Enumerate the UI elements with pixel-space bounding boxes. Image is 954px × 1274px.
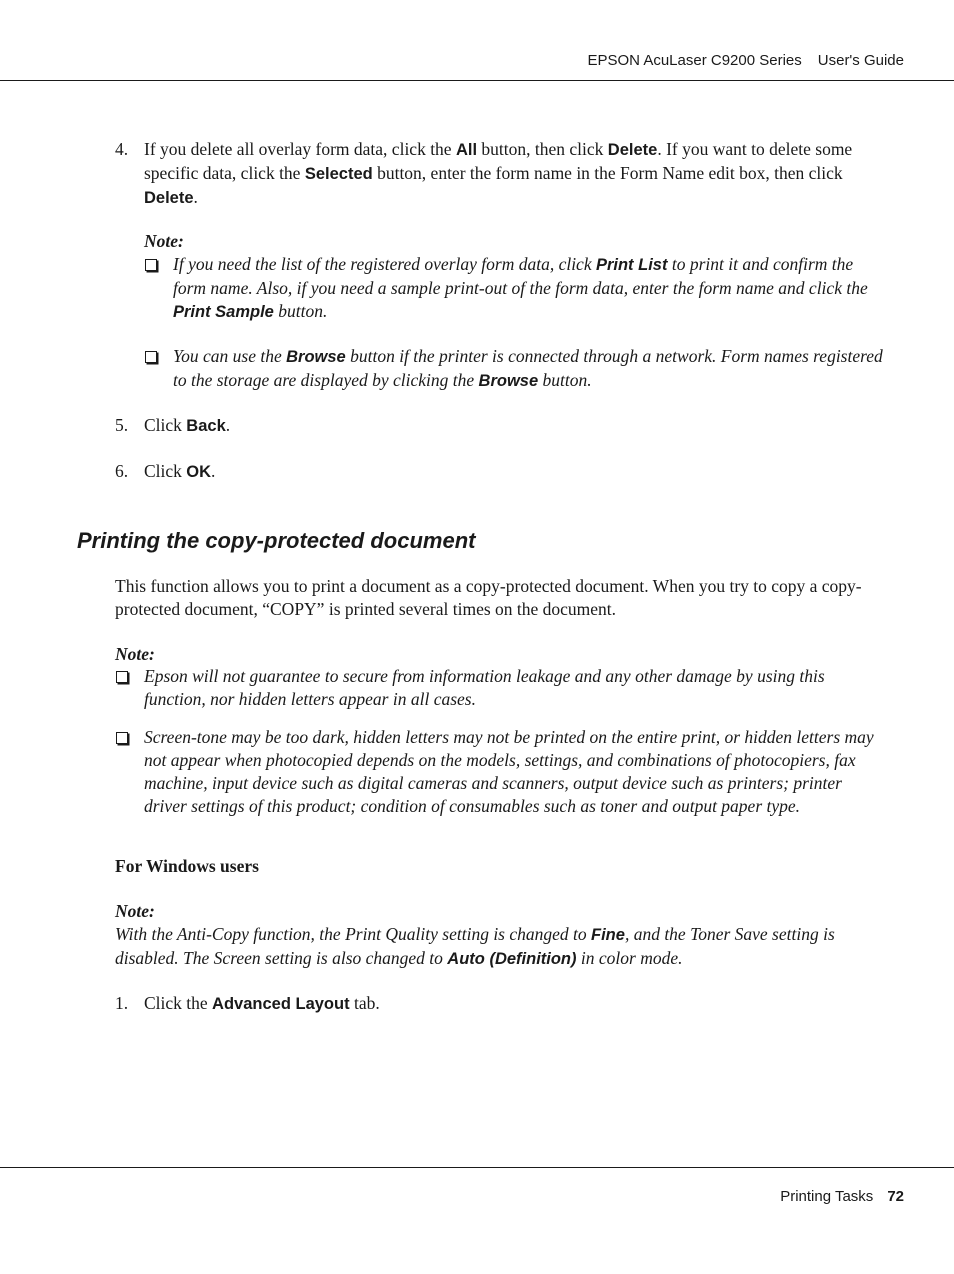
note-2-label: Note:: [115, 644, 155, 664]
header-product: EPSON AcuLaser C9200 Series: [587, 52, 802, 69]
checkbox-bullet-icon: [116, 732, 128, 744]
footer-section: Printing Tasks: [780, 1188, 874, 1205]
note-2-item-1: Epson will not guarantee to secure from information leakage and any other damage by using this function, nor hidden letters appear in all cases.: [144, 666, 825, 709]
fine-ref: Fine: [591, 926, 625, 944]
header-rule: [0, 80, 954, 81]
delete-button-ref-2: Delete: [144, 189, 194, 207]
step-1-text: Click the Advanced Layout tab.: [144, 993, 380, 1013]
note-2-item-2: Screen-tone may be too dark, hidden letters may not be printed on the entire print, or hidden letters may not appear when photocopied depends on the models, settings, and combinations of photocopiers, fax machine, input device such as digital cameras and scanners, output device such as printers; printer driver settings of this product; condition of consumables such as toner and output paper type.: [144, 727, 874, 816]
step-5-text: Click Back.: [144, 415, 231, 435]
page-footer: [780, 1188, 904, 1205]
checkbox-bullet-icon: [116, 671, 128, 683]
page-number: 72: [887, 1188, 904, 1205]
advanced-layout-tab-ref: Advanced Layout: [212, 995, 350, 1013]
auto-definition-ref: Auto (Definition): [447, 950, 577, 968]
windows-note: With the Anti-Copy function, the Print Quality setting is changed to Fine, and the Toner Save setting is disabled. The Screen setting is also changed to Auto (Definition) in color mode.: [115, 924, 835, 968]
print-list-ref: Print List: [595, 256, 668, 274]
section-intro: This function allows you to print a document as a copy-protected document. When you try to copy a copy-protected document, “COPY” is printed several times on the document.: [115, 576, 862, 619]
windows-heading: For Windows users: [115, 856, 259, 876]
browse-ref: Browse: [286, 348, 346, 366]
ok-button-ref: OK: [186, 463, 212, 481]
header-guide: User's Guide: [817, 52, 904, 69]
selected-button-ref: Selected: [304, 165, 373, 183]
note-1-item-2: You can use the Browse button if the printer is connected through a network. Form names registered to the storage are displayed by clicking the Browse button.: [173, 346, 883, 390]
checkbox-bullet-icon: [145, 259, 157, 271]
back-button-ref: Back: [186, 417, 226, 435]
footer-rule: [0, 1167, 954, 1168]
print-sample-ref: Print Sample: [173, 303, 274, 321]
browse-ref-2: Browse: [478, 372, 539, 390]
step-4-text: If you delete all overlay form data, click the All button, then click Delete. If you want to delete some specific data, click the Selected button, enter the form name in the Form Name edit box, then click Delete.: [144, 139, 853, 207]
note-1-label: Note:: [144, 231, 184, 251]
step-6-number: 6.: [115, 461, 129, 481]
step-5-number: 5.: [115, 415, 129, 435]
page-header: [587, 52, 904, 69]
step-1-number: 1.: [115, 993, 129, 1013]
delete-button-ref: Delete: [607, 141, 658, 159]
note-1-item-1: If you need the list of the registered overlay form data, click Print List to print it and confirm the form name. Also, if you need a sample print-out of the form data, enter the form name and click the Print Sample button.: [173, 254, 868, 321]
windows-note-label: Note:: [115, 901, 155, 921]
section-heading: Printing the copy-protected document: [77, 528, 476, 553]
step-4-number: 4.: [115, 139, 129, 159]
checkbox-bullet-icon: [145, 351, 157, 363]
step-6-text: Click OK.: [144, 461, 216, 481]
all-button-ref: All: [455, 141, 478, 159]
